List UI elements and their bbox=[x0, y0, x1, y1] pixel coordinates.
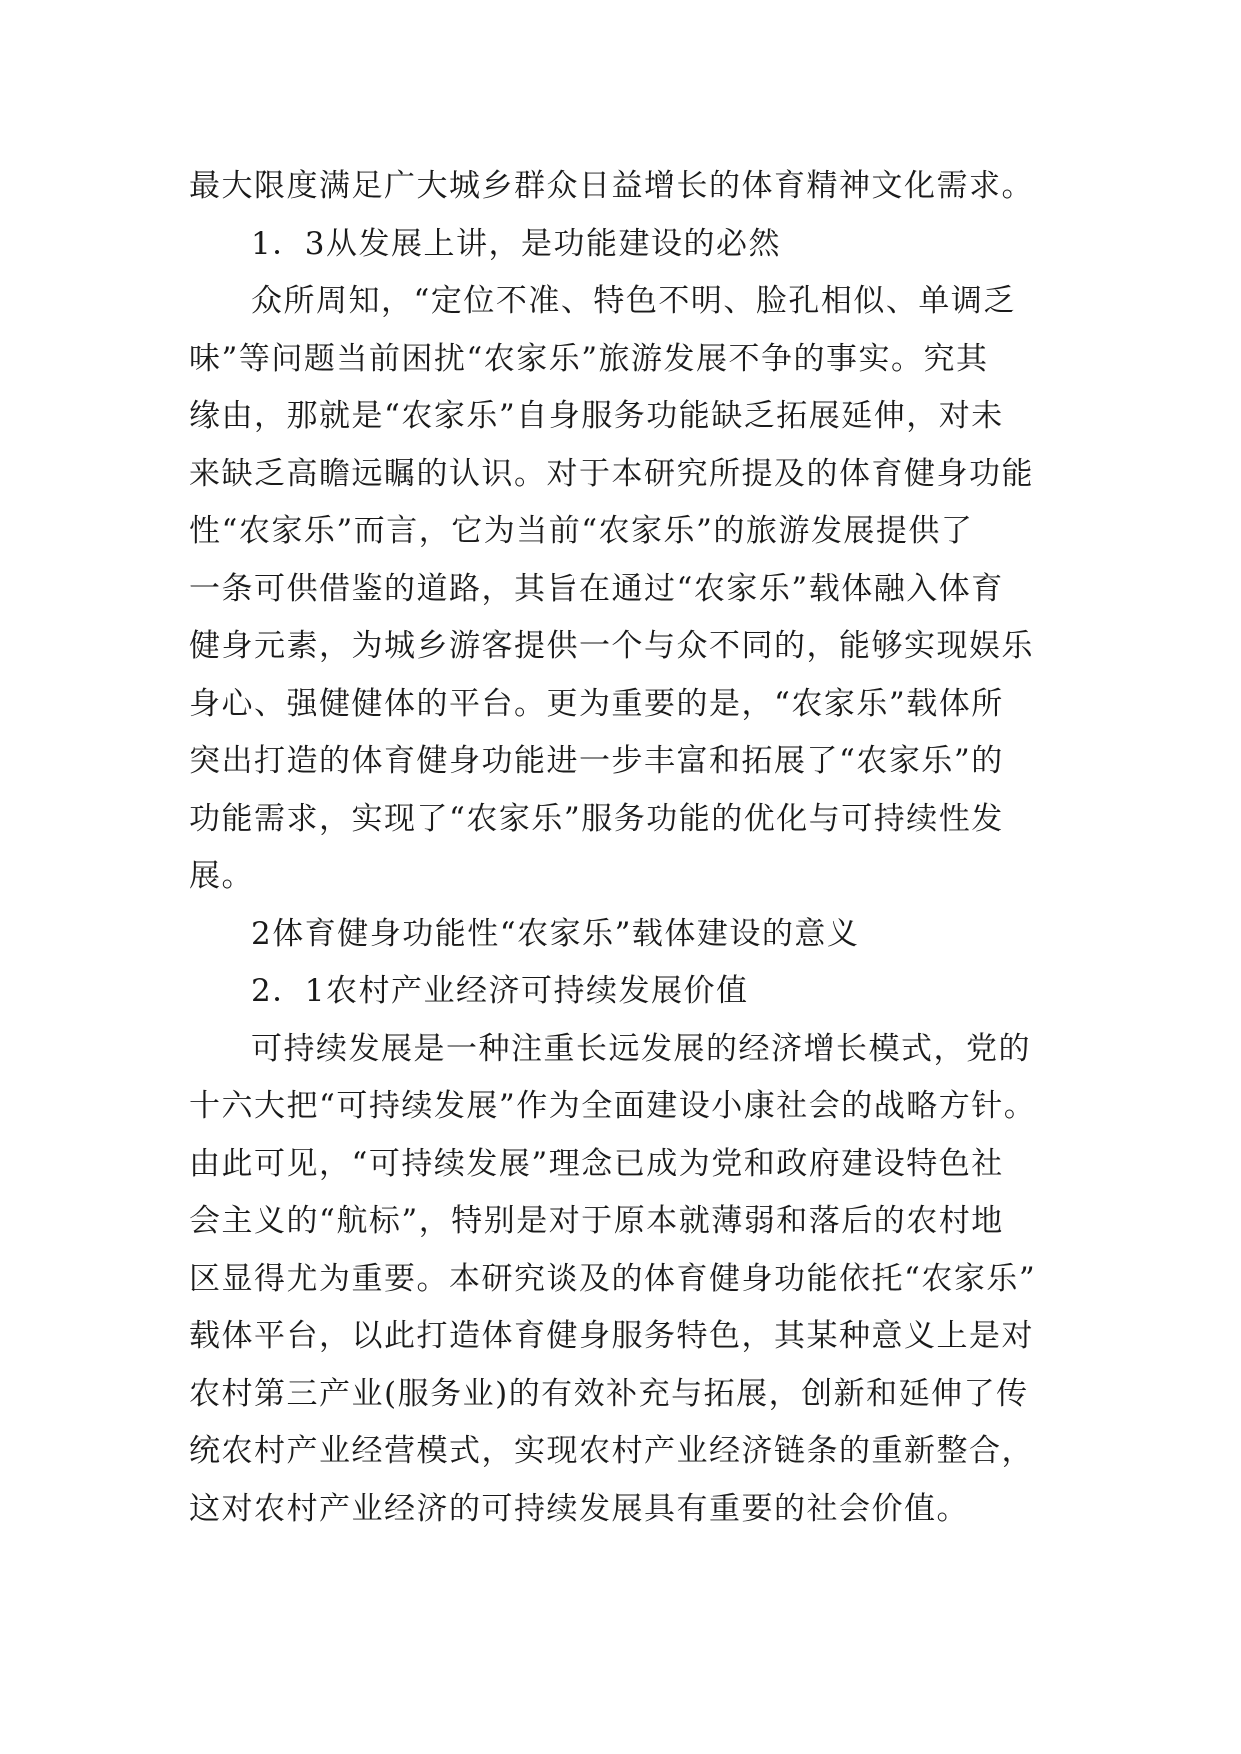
text-line: 展。 bbox=[189, 858, 254, 894]
text-line: 农村第三产业(服务业)的有效补充与拓展，创新和延伸了传 bbox=[189, 1375, 1029, 1412]
text-line: 1．3从发展上讲，是功能建设的必然 bbox=[251, 225, 781, 262]
text-line: 区显得尤为重要。本研究谈及的体育健身功能依托“农家乐” bbox=[189, 1260, 1037, 1297]
text-line: 统农村产业经营模式，实现农村产业经济链条的重新整合， bbox=[189, 1433, 1034, 1469]
text-line: 2．1农村产业经济可持续发展价值 bbox=[251, 973, 749, 1009]
text-line: 缘由，那就是“农家乐”自身服务功能缺乏拓展延伸，对未 bbox=[189, 398, 1004, 434]
text-line: 由此可见，“可持续发展”理念已成为党和政府建设特色社 bbox=[189, 1145, 1004, 1182]
text-line: 众所周知，“定位不准、特色不明、脸孔相似、单调乏 bbox=[251, 283, 1016, 319]
text-line: 功能需求，实现了“农家乐”服务功能的优化与可持续性发 bbox=[189, 800, 1004, 837]
text-line: 十六大把“可持续发展”作为全面建设小康社会的战略方针。 bbox=[189, 1088, 1037, 1124]
text-line: 突出打造的体育健身功能进一步丰富和拓展了“农家乐”的 bbox=[189, 743, 1004, 779]
text-line: 性“农家乐”而言，它为当前“农家乐”的旅游发展提供了 bbox=[189, 513, 974, 549]
text-line: 会主义的“航标”，特别是对于原本就薄弱和落后的农村地 bbox=[189, 1203, 1004, 1239]
text-line: 载体平台，以此打造体育健身服务特色，其某种意义上是对 bbox=[189, 1318, 1034, 1354]
text-line: 味”等问题当前困扰“农家乐”旅游发展不争的事实。究其 bbox=[189, 340, 989, 377]
text-line: 可持续发展是一种注重长远发展的经济增长模式，党的 bbox=[251, 1030, 1031, 1067]
text-line: 身心、强健健体的平台。更为重要的是，“农家乐”载体所 bbox=[189, 685, 1004, 722]
text-line: 来缺乏高瞻远瞩的认识。对于本研究所提及的体育健身功能 bbox=[189, 455, 1034, 492]
text-line: 一条可供借鉴的道路，其旨在通过“农家乐”载体融入体育 bbox=[189, 570, 1004, 607]
text-line: 最大限度满足广大城乡群众日益增长的体育精神文化需求。 bbox=[189, 168, 1034, 204]
text-line: 这对农村产业经济的可持续发展具有重要的社会价值。 bbox=[189, 1490, 969, 1527]
text-line: 健身元素，为城乡游客提供一个与众不同的，能够实现娱乐 bbox=[189, 628, 1034, 664]
body-text bbox=[189, 158, 1059, 1538]
text-line: 2体育健身功能性“农家乐”载体建设的意义 bbox=[251, 915, 860, 952]
